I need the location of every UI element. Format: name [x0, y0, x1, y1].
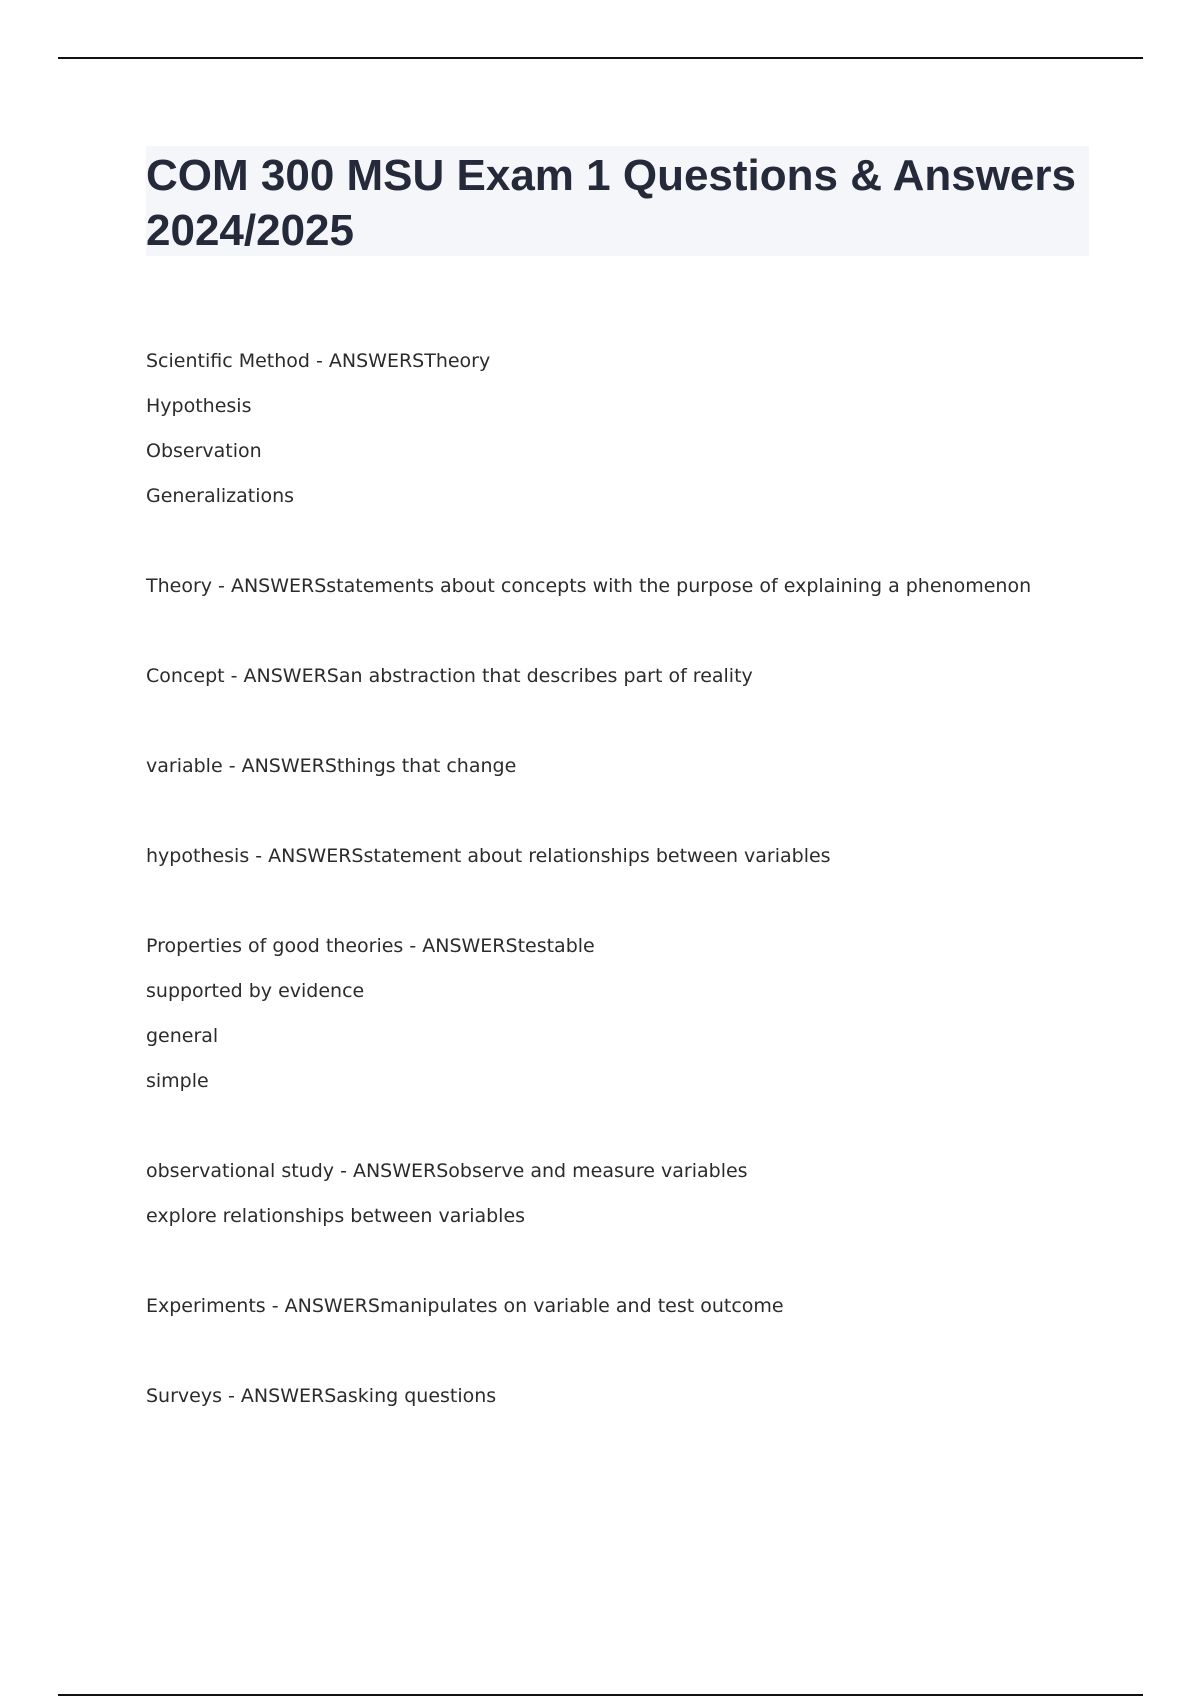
- qa-entry-theory: [146, 569, 1106, 614]
- qa-line: supported by evidence: [146, 980, 365, 1002]
- qa-line: hypothesis - ANSWERSstatement about relationships between variables: [146, 845, 831, 867]
- qa-entry-experiments: [146, 1289, 1106, 1334]
- qa-line: simple: [146, 1070, 209, 1092]
- qa-line: Concept - ANSWERSan abstraction that describes part of reality: [146, 665, 753, 687]
- qa-line: Theory - ANSWERSstatements about concepts with the purpose of explaining a phenomenon: [146, 575, 1032, 597]
- qa-entry-concept: [146, 659, 1106, 704]
- qa-line: Scientific Method - ANSWERSTheory: [146, 350, 491, 372]
- qa-entry-variable: [146, 749, 1106, 794]
- qa-entry-observational-study: [146, 1154, 1106, 1244]
- qa-entry-scientific-method: [146, 344, 1106, 524]
- qa-line: Observation: [146, 440, 262, 462]
- qa-line: Generalizations: [146, 485, 295, 507]
- qa-entry-surveys: [146, 1379, 1106, 1424]
- qa-line: Properties of good theories - ANSWERStestable: [146, 935, 595, 957]
- bottom-rule: [58, 1694, 1143, 1696]
- qa-line: general: [146, 1025, 219, 1047]
- qa-line: explore relationships between variables: [146, 1205, 526, 1227]
- qa-entry-hypothesis: [146, 839, 1106, 884]
- qa-line: observational study - ANSWERSobserve and measure variables: [146, 1160, 748, 1182]
- top-rule: [58, 57, 1143, 59]
- qa-entry-properties: [146, 929, 1106, 1109]
- qa-line: variable - ANSWERSthings that change: [146, 755, 517, 777]
- qa-line: Surveys - ANSWERSasking questions: [146, 1385, 497, 1407]
- document-title: COM 300 MSU Exam 1 Questions & Answers 2024/2025: [146, 151, 1076, 255]
- qa-content: [146, 344, 1106, 1469]
- qa-line: Hypothesis: [146, 395, 252, 417]
- qa-line: Experiments - ANSWERSmanipulates on variable and test outcome: [146, 1295, 784, 1317]
